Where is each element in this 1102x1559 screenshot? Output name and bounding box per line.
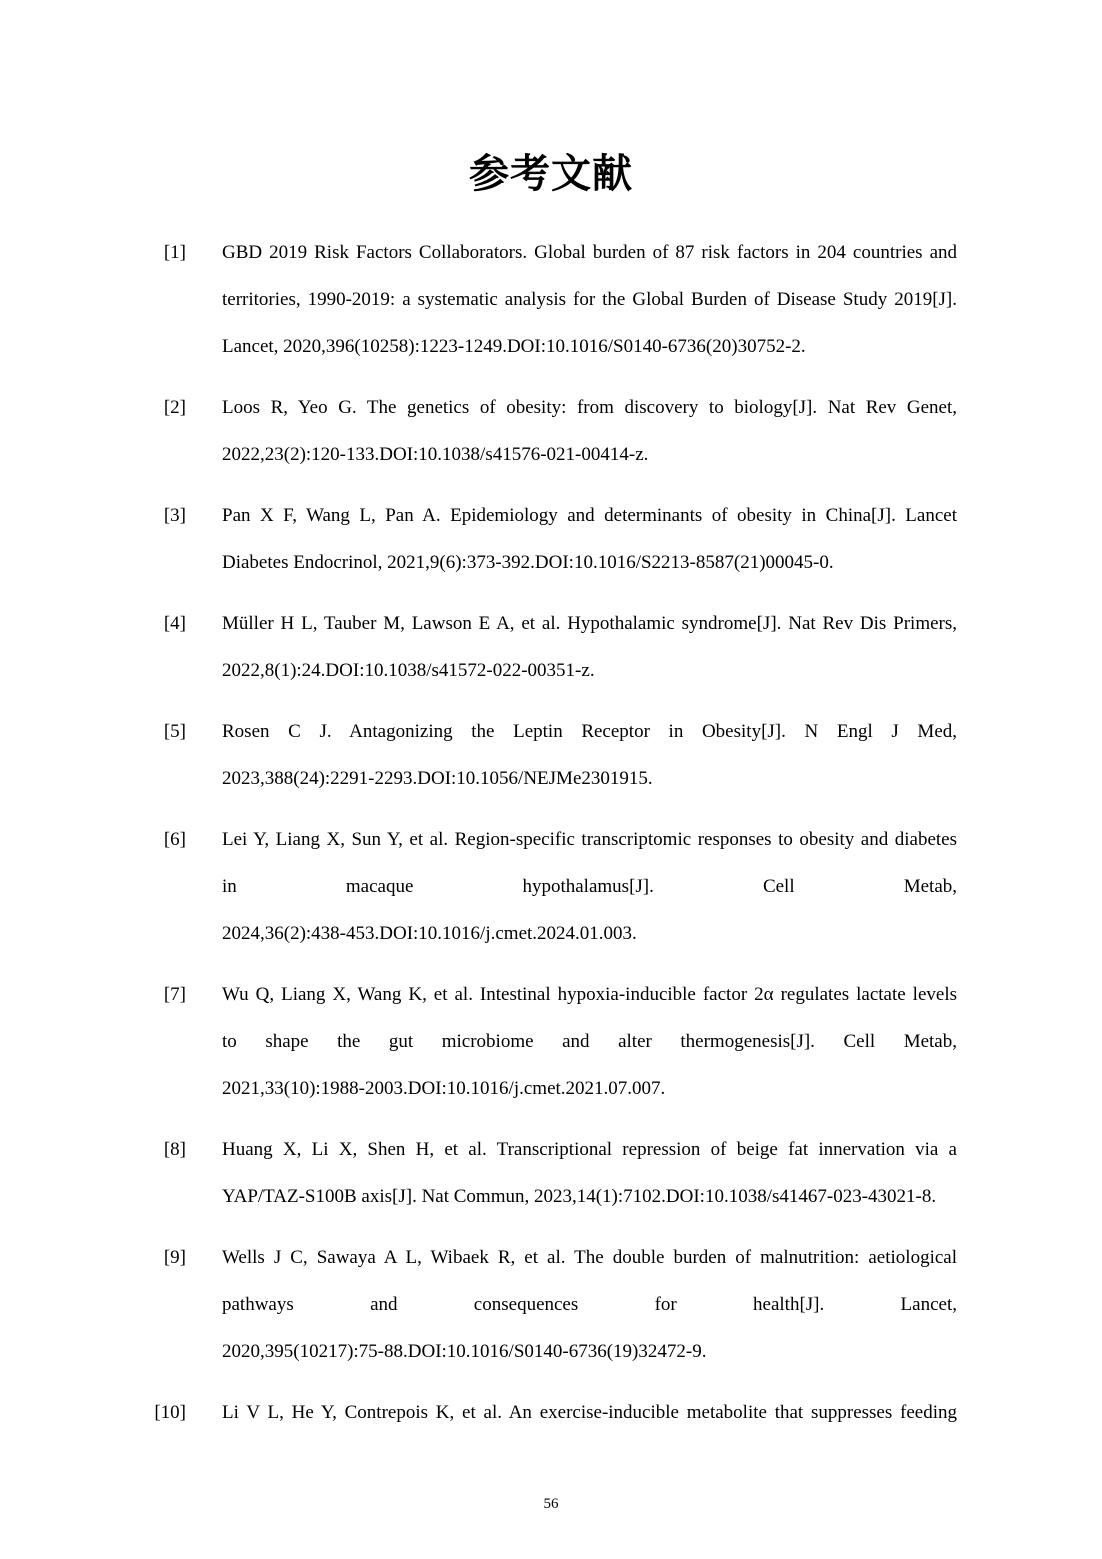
reference-text [222, 229, 957, 370]
reference-line: Lei Y, Liang X, Sun Y, et al. Region-specific transcriptomic responses to obesity and diabetes [222, 829, 957, 850]
reference-item-10 [0, 1389, 1102, 1436]
reference-item-2 [0, 384, 1102, 492]
reference-number: [8] [163, 1139, 186, 1160]
reference-text [222, 1234, 957, 1375]
reference-number: [5] [163, 721, 186, 742]
reference-line: Müller H L, Tauber M, Lawson E A, et al. Hypothalamic syndrome[J]. Nat Rev Dis Primers, [222, 613, 957, 634]
reference-item-1 [0, 229, 1102, 384]
reference-text [222, 384, 957, 478]
reference-line: 2022,23(2):120-133.DOI:10.1038/s41576-021-00414-z. [222, 444, 649, 465]
reference-line: Wells J C, Sawaya A L, Wibaek R, et al. The double burden of malnutrition: aetiological [222, 1247, 957, 1268]
reference-number: [6] [163, 829, 186, 850]
reference-line: Pan X F, Wang L, Pan A. Epidemiology and determinants of obesity in China[J]. Lancet [222, 505, 957, 526]
reference-line: pathways and consequences for health[J]. Lancet, [222, 1294, 957, 1315]
reference-line: Wu Q, Liang X, Wang K, et al. Intestinal hypoxia-inducible factor 2α regulates lactate levels [222, 984, 957, 1005]
reference-line: 2020,395(10217):75-88.DOI:10.1016/S0140-6736(19)32472-9. [222, 1341, 707, 1362]
reference-number: [4] [163, 613, 186, 634]
reference-item-3 [0, 492, 1102, 600]
reference-text [222, 600, 957, 694]
reference-line: Loos R, Yeo G. The genetics of obesity: from discovery to biology[J]. Nat Rev Genet, [222, 397, 957, 418]
reference-item-5 [0, 708, 1102, 816]
reference-text [222, 492, 957, 586]
page-number: 56 [543, 1496, 559, 1512]
reference-line: 2022,8(1):24.DOI:10.1038/s41572-022-00351-z. [222, 660, 595, 681]
reference-text [222, 708, 957, 802]
reference-line: to shape the gut microbiome and alter thermogenesis[J]. Cell Metab, [222, 1031, 957, 1052]
reference-item-7 [0, 971, 1102, 1126]
reference-line: GBD 2019 Risk Factors Collaborators. Global burden of 87 risk factors in 204 countries and [222, 242, 957, 263]
reference-text [222, 971, 957, 1112]
reference-line: 2024,36(2):438-453.DOI:10.1016/j.cmet.2024.01.003. [222, 923, 637, 944]
reference-text [222, 1126, 957, 1220]
reference-line: Lancet, 2020,396(10258):1223-1249.DOI:10.1016/S0140-6736(20)30752-2. [222, 336, 806, 357]
reference-item-9 [0, 1234, 1102, 1389]
reference-number: [1] [163, 242, 186, 263]
reference-item-8 [0, 1126, 1102, 1234]
reference-list [0, 229, 1102, 1436]
reference-number: [7] [163, 984, 186, 1005]
reference-item-4 [0, 600, 1102, 708]
reference-line: Diabetes Endocrinol, 2021,9(6):373-392.DOI:10.1016/S2213-8587(21)00045-0. [222, 552, 834, 573]
reference-line: territories, 1990-2019: a systematic analysis for the Global Burden of Disease Study 2019[J]. [222, 289, 957, 310]
reference-line: Huang X, Li X, Shen H, et al. Transcriptional repression of beige fat innervation via a [222, 1139, 957, 1160]
reference-number: [3] [163, 505, 186, 526]
reference-line: 2021,33(10):1988-2003.DOI:10.1016/j.cmet.2021.07.007. [222, 1078, 666, 1099]
reference-line: YAP/TAZ-S100B axis[J]. Nat Commun, 2023,14(1):7102.DOI:10.1038/s41467-023-43021-8. [222, 1186, 937, 1207]
reference-line: Li V L, He Y, Contrepois K, et al. An exercise-inducible metabolite that suppresses feeding [222, 1402, 957, 1423]
reference-text [222, 816, 957, 957]
reference-line: Rosen C J. Antagonizing the Leptin Receptor in Obesity[J]. N Engl J Med, [222, 721, 957, 742]
page-title: 参考文献 [469, 151, 633, 197]
reference-line: in macaque hypothalamus[J]. Cell Metab, [222, 876, 957, 897]
reference-number: [9] [163, 1247, 186, 1268]
reference-number: [10] [154, 1402, 186, 1423]
reference-line: 2023,388(24):2291-2293.DOI:10.1056/NEJMe2301915. [222, 768, 653, 789]
reference-text [222, 1389, 957, 1436]
reference-number: [2] [163, 397, 186, 418]
reference-item-6 [0, 816, 1102, 971]
